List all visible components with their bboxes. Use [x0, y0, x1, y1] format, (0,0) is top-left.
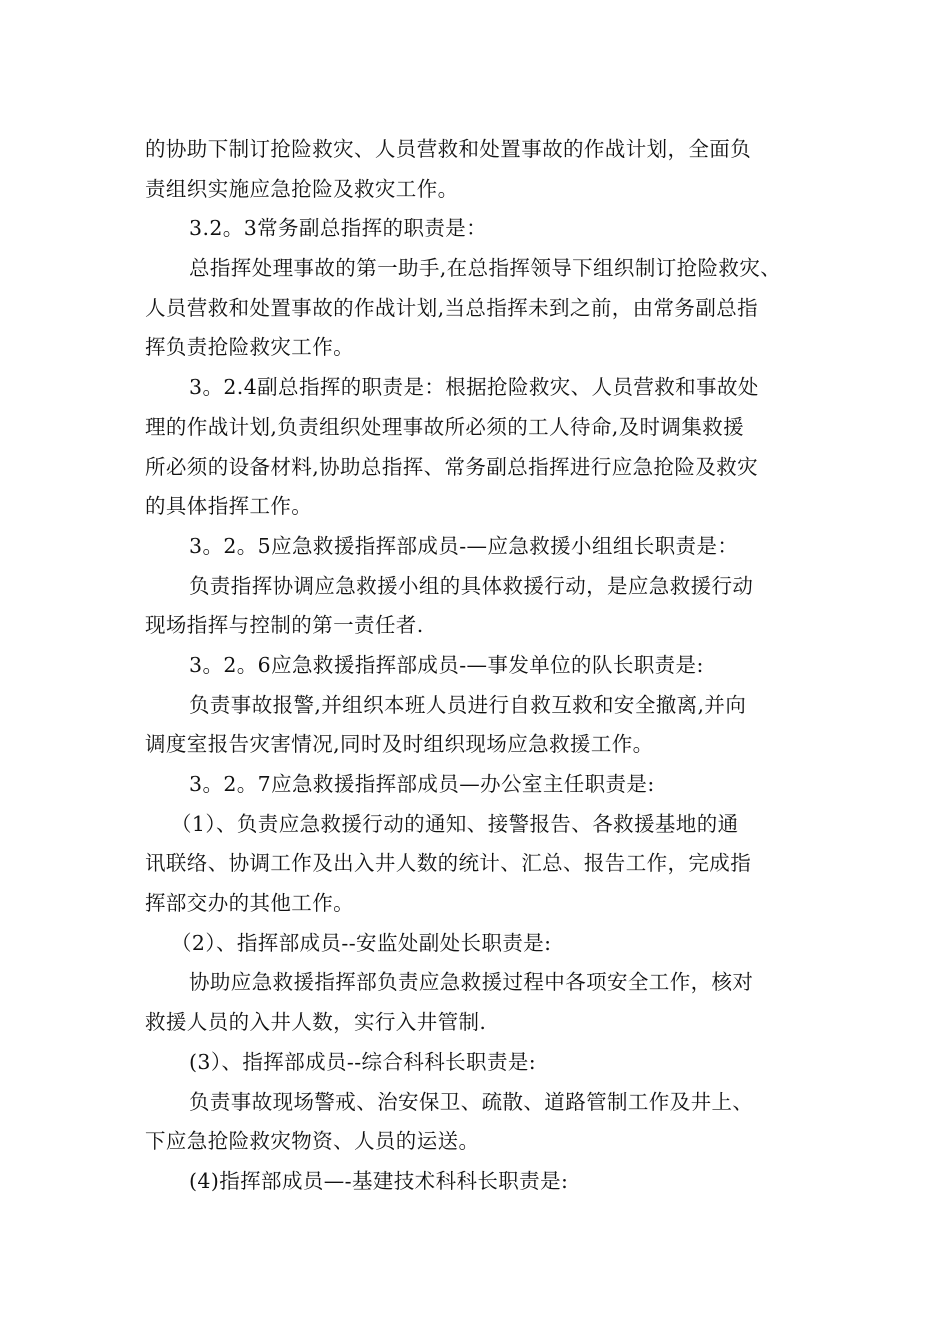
text-line: 的具体指挥工作。 [145, 494, 313, 519]
text-line: 负责事故报警,并组织本班人员进行自救互救和安全撤离,并向 [189, 692, 747, 717]
text-line: 负责事故现场警戒、治安保卫、疏散、道路管制工作及井上、 [189, 1089, 754, 1114]
text-line: 讯联络、协调工作及出入井人数的统计、汇总、报告工作，完成指 [145, 851, 752, 876]
text-line: 3。2。5应急救援指挥部成员-—应急救援小组组长职责是： [189, 533, 739, 558]
text-line: 人员营救和处置事故的作战计划,当总指挥未到之前，由常务副总指 [145, 295, 759, 320]
text-line: 调度室报告灾害情况,同时及时组织现场应急救援工作。 [145, 732, 654, 757]
text-line: 责组织实施应急抢险及救灾工作。 [145, 176, 459, 201]
text-line: 所必须的设备材料,协助总指挥、常务副总指挥进行应急抢险及救灾 [145, 454, 759, 479]
text-line: 3。2。7应急救援指挥部成员—办公室主任职责是: [189, 772, 655, 796]
text-line: 下应急抢险救灾物资、人员的运送。 [145, 1129, 480, 1154]
text-line: 挥部交办的其他工作。 [145, 891, 354, 916]
text-line: 负责指挥协调应急救援小组的具体救援行动，是应急救援行动 [189, 573, 754, 598]
text-line: 3。2。6应急救援指挥部成员-—事发单位的队长职责是: [189, 652, 704, 677]
text-line: 协助应急救援指挥部负责应急救援过程中各项安全工作，核对 [189, 970, 754, 995]
text-line: 挥负责抢险救灾工作。 [145, 335, 354, 360]
text-line: 总指挥处理事故的第一助手,在总指挥领导下组织制订抢险救灾、 [189, 256, 782, 281]
text-line: (3）、指挥部成员--综合科科长职责是: [189, 1049, 537, 1074]
text-line: (4)指挥部成员—-基建技术科科长职责是: [189, 1168, 569, 1193]
text-line: 救援人员的入井人数，实行入井管制. [145, 1010, 487, 1035]
text-line: 3.2。3常务副总指挥的职责是： [189, 216, 488, 241]
document-body [145, 130, 815, 1202]
text-line: 的协助下制订抢险救灾、人员营救和处置事故的作战计划，全面负 [145, 137, 752, 161]
text-line: 现场指挥与控制的第一责任者. [145, 613, 424, 638]
text-line: 3。2.4副总指挥的职责是：根据抢险救灾、人员营救和事故处 [189, 375, 759, 400]
text-line: （2）、指挥部成员--安监处副处长职责是: [171, 930, 552, 955]
text-line: （1）、负责应急救援行动的通知、接警报告、各救援基地的通 [171, 811, 739, 836]
text-line: 理的作战计划,负责组织处理事故所必须的工人待命,及时调集救援 [145, 414, 745, 439]
